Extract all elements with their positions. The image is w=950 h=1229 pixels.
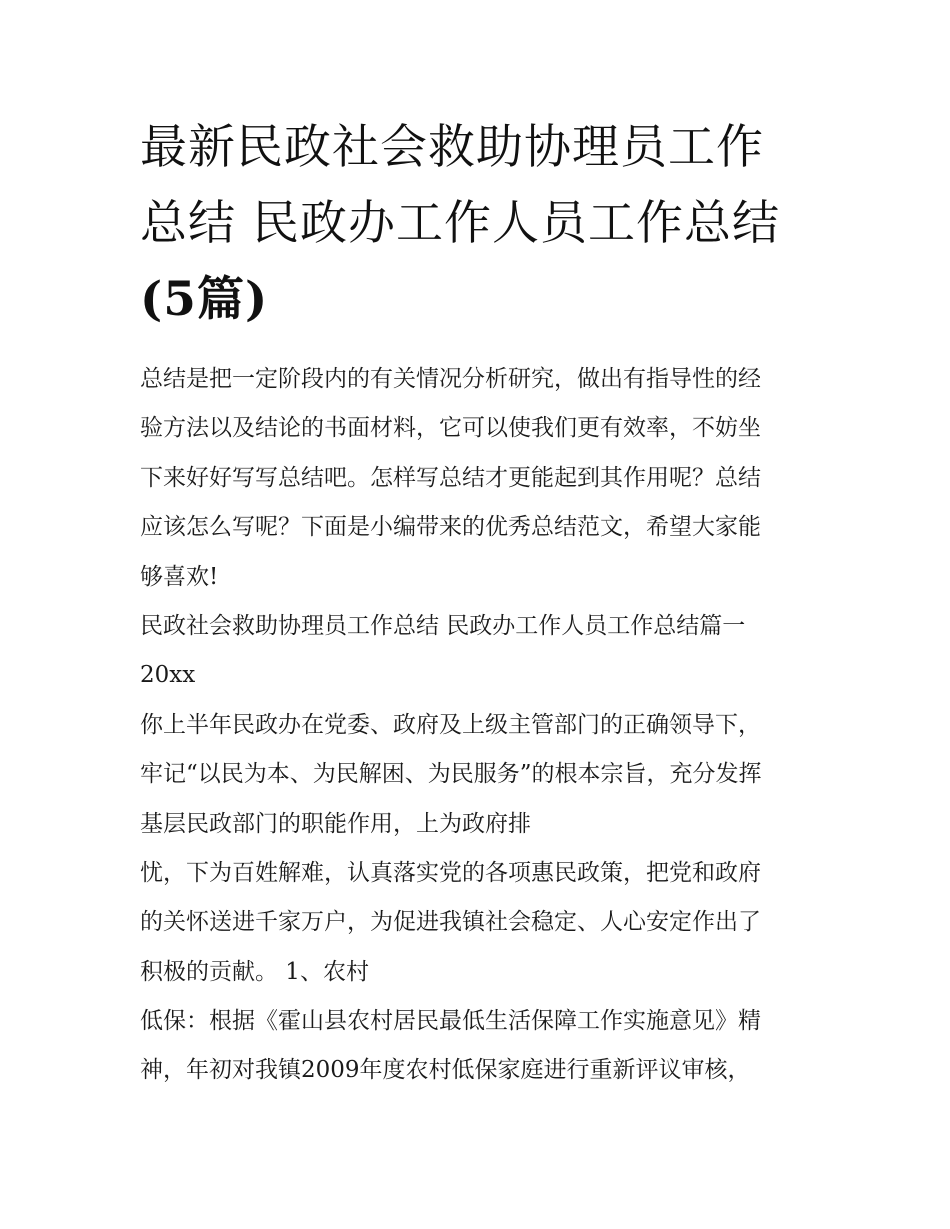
- document-title: [140, 110, 820, 338]
- body-line: 的关怀送进千家万户，为促进我镇社会稳定、人心安定作出了: [140, 909, 761, 936]
- section-heading-line: 民政社会救助协理员工作总结 民政办工作人员工作总结篇一: [140, 612, 746, 639]
- body-line: 下来好好写写总结吧。怎样写总结才更能起到其作用呢？总结: [140, 464, 761, 491]
- body-line: 你上半年民政办在党委、政府及上级主管部门的正确领导下，: [140, 711, 761, 738]
- body-line: 基层民政部门的职能作用，上为政府排: [140, 810, 531, 837]
- body-line: 总结是把一定阶段内的有关情况分析研究，做出有指导性的经: [140, 366, 761, 392]
- body-line: 低保：根据《霍山县农村居民最低生活保障工作实施意见》精: [140, 1008, 761, 1035]
- title-line: 总结 民政办工作人员工作总结: [140, 196, 780, 251]
- body-line: 牢记“以民为本、为民解困、为民服务”的根本宗旨，充分发挥: [140, 761, 762, 788]
- title-line: (5篇): [140, 272, 269, 327]
- body-line: 积极的贡献。 1、农村: [140, 958, 369, 985]
- section-heading-line: 20xx: [140, 662, 196, 689]
- body-line: 验方法以及结论的书面材料，它可以使我们更有效率，不妨坐: [140, 415, 761, 442]
- title-line: 最新民政社会救助协理员工作: [140, 120, 764, 175]
- body-line: 够喜欢!: [140, 563, 219, 590]
- document-body: [140, 355, 820, 1096]
- body-line: 应该怎么写呢？下面是小编带来的优秀总结范文，希望大家能: [140, 514, 761, 541]
- body-line: 忧，下为百姓解难，认真落实党的各项惠民政策，把党和政府: [140, 859, 761, 886]
- body-line: 神，年初对我镇2009年度农村低保家庭进行重新评议审核，: [140, 1057, 751, 1084]
